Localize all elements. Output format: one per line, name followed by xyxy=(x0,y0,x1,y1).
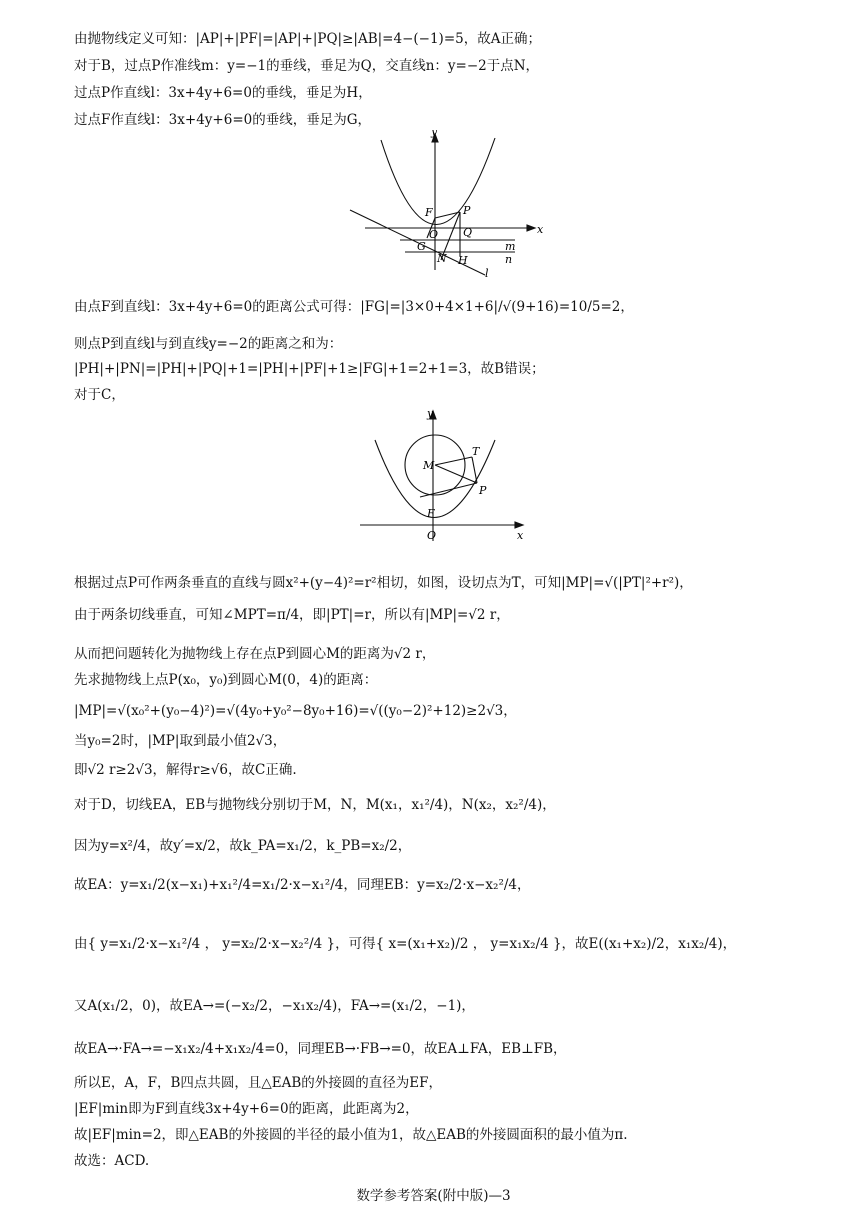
text-line-16: 对于D，切线EA，EB与抛物线分别切于M，N，M(x₁，x₁²/4)，N(x₂，x₂²/4)， xyxy=(74,797,556,813)
text-line-13: |MP|=√(x₀²+(y₀−4)²)=√(4y₀+y₀²−8y₀+16)=√((y₀−2)²+12)≥2√3， xyxy=(74,703,517,719)
fig1-h-label: H xyxy=(458,254,468,267)
fig1-q-label: Q xyxy=(463,226,473,239)
text-line-3: 过点P作直线l：3x+4y+6=0的垂线，垂足为H， xyxy=(74,85,372,101)
text-line-5: 由点F到直线l：3x+4y+6=0的距离公式可得：|FG|=|3×0+4×1+6|/√(9+16)=10/5=2， xyxy=(74,299,634,315)
text-line-6: 则点P到直线l与到直线y=−2的距离之和为： xyxy=(74,336,343,352)
text-line-7: |PH|+|PN|=|PH|+|PQ|+1=|PH|+|PF|+1≥|FG|+1=2+1=3，故B错误； xyxy=(74,361,545,377)
text-line-4: 过点F作直线l：3x+4y+6=0的垂线，垂足为G， xyxy=(74,112,371,128)
text-line-22: 所以E，A，F，B四点共圆，且△EAB的外接圆的直径为EF， xyxy=(74,1075,443,1091)
fig1-m-label: m xyxy=(505,240,516,253)
text-line-21: 故EA→·FA→=−x₁x₂/4+x₁x₂/4=0，同理EB→·FB→=0，故EA⊥FA，EB⊥FB， xyxy=(74,1041,567,1057)
text-line-14: 当y₀=2时，|MP|取到最小值2√3， xyxy=(74,733,287,749)
fig1-x-label: x xyxy=(537,223,544,236)
fig1-f-label: F xyxy=(425,206,433,219)
fig1-y-label: y xyxy=(431,130,438,138)
fig2-m-label: M xyxy=(423,459,435,472)
figure-circle-parabola xyxy=(355,405,535,545)
text-line-11: 从而把问题转化为抛物线上存在点P到圆心M的距离为√2 r， xyxy=(74,646,436,662)
fig2-t-label: T xyxy=(472,445,480,458)
fig1-n-label: N xyxy=(437,252,447,265)
fig2-o-label: O xyxy=(427,529,437,542)
fig2-f-label: F xyxy=(427,507,435,520)
text-line-23: |EF|min即为F到直线3x+4y+6=0的距离，此距离为2， xyxy=(74,1101,419,1117)
text-line-10: 由于两条切线垂直，可知∠MPT=π/4，即|PT|=r，所以有|MP|=√2 r， xyxy=(74,607,510,623)
text-line-9: 根据过点P可作两条垂直的直线与圆x²+(y−4)²=r²相切，如图，设切点为T，可知|MP|=√(|PT|²+r²)， xyxy=(74,575,693,591)
text-line-19: 由{ y=x₁/2·x−x₁²/4 ， y=x₂/2·x−x₂²/4 }，可得{ x=(x₁+x₂)/2 ， y=x₁x₂/4 }，故E((x₁+x₂)/2，x₁x₂/4)， xyxy=(74,936,737,952)
fig1-n-line-label: n xyxy=(505,253,513,266)
text-line-20: 又A(x₁/2，0)，故EA→=(−x₂/2，−x₁x₂/4)，FA→=(x₁/2，−1)， xyxy=(74,998,475,1014)
figure-parabola-line xyxy=(345,130,545,280)
text-line-2: 对于B，过点P作准线m：y=−1的垂线，垂足为Q，交直线n：y=−2于点N， xyxy=(74,58,540,74)
text-line-8: 对于C， xyxy=(74,387,125,403)
fig1-g-label: G xyxy=(417,240,426,253)
fig2-y-label: y xyxy=(427,407,434,420)
text-line-24: 故|EF|min=2，即△EAB的外接圆的半径的最小值为1，故△EAB的外接圆面积的最小值为π. xyxy=(74,1127,628,1143)
text-line-17: 因为y=x²/4，故y′=x/2，故k_PA=x₁/2，k_PB=x₂/2， xyxy=(74,838,412,854)
page-footer: 数学参考答案(附中版)—3 xyxy=(356,1188,511,1204)
text-line-12: 先求抛物线上点P(x₀，y₀)到圆心M(0，4)的距离： xyxy=(74,672,378,688)
fig1-p-label: P xyxy=(463,204,471,217)
fig1-o-label: O xyxy=(429,228,439,241)
fig1-l-label: l xyxy=(485,267,489,280)
text-line-15: 即√2 r≥2√3，解得r≥√6，故C正确. xyxy=(74,762,297,778)
text-line-25: 故选：ACD. xyxy=(74,1153,150,1169)
fig2-x-label: x xyxy=(517,529,524,542)
fig2-p-label: P xyxy=(479,484,487,497)
text-line-18: 故EA：y=x₁/2(x−x₁)+x₁²/4=x₁/2·x−x₁²/4，同理EB：y=x₂/2·x−x₂²/4， xyxy=(74,877,531,893)
text-line-1: 由抛物线定义可知：|AP|+|PF|=|AP|+|PQ|≥|AB|=4−(−1)=5，故A正确； xyxy=(74,31,541,47)
